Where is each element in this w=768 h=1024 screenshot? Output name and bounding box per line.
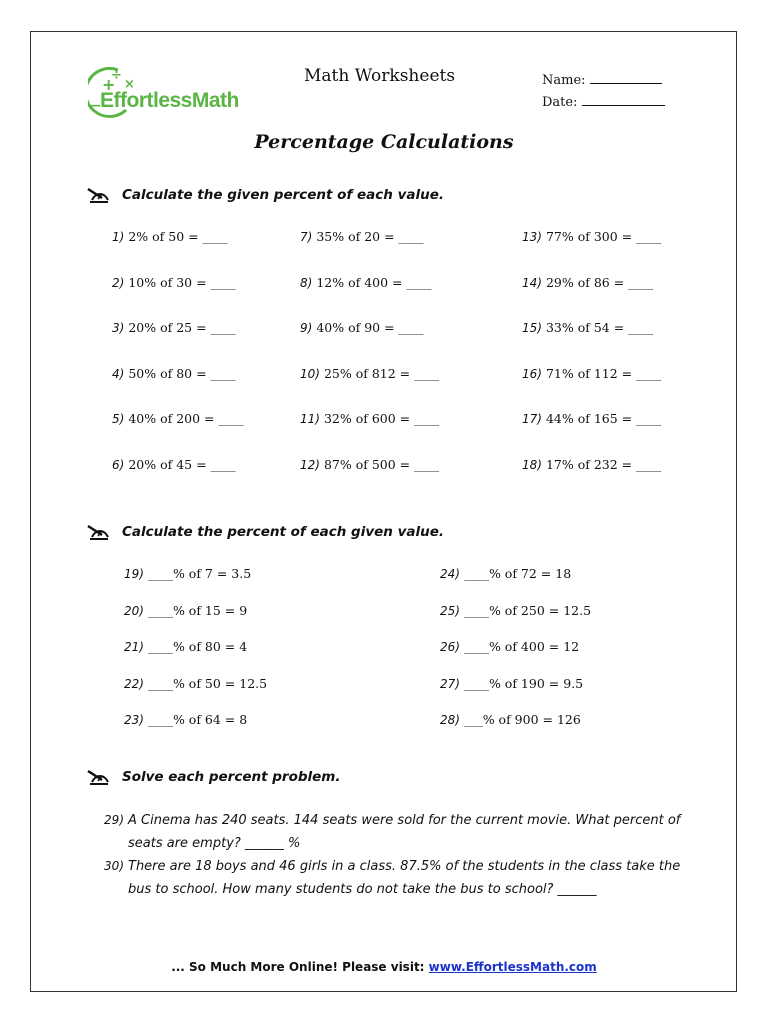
problem-number: 19) xyxy=(124,567,144,581)
problem-text: 50% of 80 = ____ xyxy=(128,365,236,381)
problem-number: 28) xyxy=(440,713,460,727)
problem-text: ____% of 190 = 9.5 xyxy=(463,675,584,691)
problem-text: ____% of 7 = 3.5 xyxy=(147,566,252,581)
problem-text: 71% of 112 = ____ xyxy=(545,365,662,381)
pencil-writing-icon xyxy=(86,186,112,204)
problem-text: ____% of 15 = 9 xyxy=(147,602,248,618)
problem-text: 32% of 600 = ____ xyxy=(323,411,440,426)
find-percent-problem xyxy=(124,566,251,581)
problem-text-line1: There are 18 boys and 46 girls in a class. 87.5% of the students in the class take the xyxy=(128,859,681,874)
percent-of-problem xyxy=(522,320,653,335)
problem-text: 17% of 232 = ____ xyxy=(545,456,662,472)
svg-text:÷: ÷ xyxy=(111,68,122,83)
find-percent-problem xyxy=(440,676,583,691)
problem-text: ____% of 72 = 18 xyxy=(463,566,572,581)
problem-number: 9) xyxy=(300,321,313,335)
problem-text: 20% of 45 = ____ xyxy=(128,456,236,472)
problem-text: 40% of 90 = ____ xyxy=(316,320,424,335)
word-problem-29 xyxy=(100,809,690,855)
problem-number: 4) xyxy=(112,366,125,381)
footer-text: ... So Much More Online! Please visit: xyxy=(171,960,429,974)
problem-number: 23) xyxy=(124,713,144,727)
pencil-writing-icon xyxy=(86,768,112,786)
footer-link[interactable]: www.EffortlessMath.com xyxy=(428,960,597,974)
problem-number: 30) xyxy=(104,859,124,873)
problem-number: 12) xyxy=(300,457,320,472)
problem-text: 35% of 20 = ____ xyxy=(316,229,424,244)
svg-text:−: − xyxy=(90,98,102,114)
footer xyxy=(0,960,768,974)
percent-of-problem xyxy=(112,457,236,472)
find-percent-problem xyxy=(440,603,591,618)
problem-number: 10) xyxy=(300,366,320,381)
problem-number: 16) xyxy=(522,366,542,381)
percent-of-problem xyxy=(300,411,439,426)
problem-number: 18) xyxy=(522,457,542,472)
problem-text: 25% of 812 = ____ xyxy=(323,365,440,381)
section-2-heading xyxy=(86,523,444,541)
section-3-heading xyxy=(86,768,341,786)
section-1-heading xyxy=(86,186,444,204)
problem-number: 20) xyxy=(124,603,144,618)
problem-number: 11) xyxy=(300,412,320,426)
problem-number: 29) xyxy=(104,813,124,827)
problem-number: 15) xyxy=(522,321,542,335)
problem-text-line1: A Cinema has 240 seats. 144 seats were sold for the current movie. What percent of xyxy=(128,813,681,828)
svg-text:+: + xyxy=(102,75,116,94)
percent-of-problem xyxy=(300,457,439,472)
date-blank[interactable] xyxy=(582,93,665,106)
problem-number: 22) xyxy=(124,676,144,691)
problem-text: 44% of 165 = ____ xyxy=(545,411,662,426)
find-percent-problem xyxy=(440,712,581,727)
problem-text: ____% of 250 = 12.5 xyxy=(463,602,592,618)
find-percent-problem xyxy=(124,676,267,691)
percent-of-problem xyxy=(522,229,661,244)
problem-text: 29% of 86 = ____ xyxy=(545,274,654,290)
percent-of-problem xyxy=(112,275,236,290)
date-label: Date: xyxy=(542,95,578,110)
problem-number: 13) xyxy=(522,230,542,244)
problem-text: 10% of 30 = ____ xyxy=(128,274,236,290)
percent-of-problem xyxy=(112,411,243,426)
word-problem-30 xyxy=(100,855,690,901)
problem-text: 87% of 500 = ____ xyxy=(323,456,440,472)
name-blank[interactable] xyxy=(590,71,662,84)
problem-number: 21) xyxy=(124,640,144,654)
name-label: Name: xyxy=(542,73,586,88)
problem-text-line2: bus to school. How many students do not take the bus to school? ______ xyxy=(128,882,597,897)
percent-of-problem xyxy=(522,366,661,381)
percent-of-problem xyxy=(112,366,236,381)
pencil-writing-icon xyxy=(86,523,112,541)
problem-number: 2) xyxy=(112,275,125,290)
section-2-title: Calculate the percent of each given value. xyxy=(122,524,445,540)
find-percent-problem xyxy=(124,639,247,654)
find-percent-problem xyxy=(440,566,571,581)
problem-number: 26) xyxy=(440,640,460,654)
problem-text: 12% of 400 = ____ xyxy=(316,274,432,290)
percent-of-problem xyxy=(522,275,653,290)
page-title: Percentage Calculations xyxy=(254,131,514,153)
problem-number: 27) xyxy=(440,676,460,691)
brand-name: EffortlessMath xyxy=(100,89,239,112)
problem-number: 14) xyxy=(522,275,542,290)
percent-of-problem xyxy=(522,457,661,472)
find-percent-problem xyxy=(440,639,579,654)
problem-text: 20% of 25 = ____ xyxy=(128,320,236,335)
svg-text:×: × xyxy=(124,77,135,92)
percent-of-problem xyxy=(112,320,236,335)
find-percent-problem xyxy=(124,603,247,618)
find-percent-problem xyxy=(124,712,247,727)
percent-of-problem xyxy=(300,275,431,290)
problem-text: 2% of 50 = ____ xyxy=(128,229,228,244)
problem-number: 5) xyxy=(112,412,125,426)
problem-text-line2: seats are empty? ______ % xyxy=(128,836,301,851)
problem-text: ___% of 900 = 126 xyxy=(463,712,581,727)
problem-text: 40% of 200 = ____ xyxy=(128,411,244,426)
problem-number: 6) xyxy=(112,457,125,472)
problem-text: ____% of 64 = 8 xyxy=(147,712,248,727)
percent-of-problem xyxy=(300,229,424,244)
problem-number: 7) xyxy=(300,230,313,244)
problem-number: 8) xyxy=(300,275,313,290)
problem-number: 25) xyxy=(440,603,460,618)
section-1-title: Calculate the given percent of each value. xyxy=(122,187,445,203)
problem-text: ____% of 400 = 12 xyxy=(463,639,580,654)
problem-number: 3) xyxy=(112,321,125,335)
problem-text: ____% of 50 = 12.5 xyxy=(147,675,268,691)
problem-text: 33% of 54 = ____ xyxy=(545,320,654,335)
problem-text: 77% of 300 = ____ xyxy=(545,229,662,244)
name-field[interactable] xyxy=(542,71,662,88)
date-field[interactable] xyxy=(542,93,665,110)
problem-number: 17) xyxy=(522,412,542,426)
problem-number: 24) xyxy=(440,567,460,581)
percent-of-problem xyxy=(300,320,424,335)
percent-of-problem xyxy=(522,411,661,426)
header-title: Math Worksheets xyxy=(304,66,456,86)
problem-text: ____% of 80 = 4 xyxy=(147,639,248,654)
section-3-title: Solve each percent problem. xyxy=(122,769,341,785)
percent-of-problem xyxy=(300,366,439,381)
problem-number: 1) xyxy=(112,230,125,244)
percent-of-problem xyxy=(112,229,228,244)
